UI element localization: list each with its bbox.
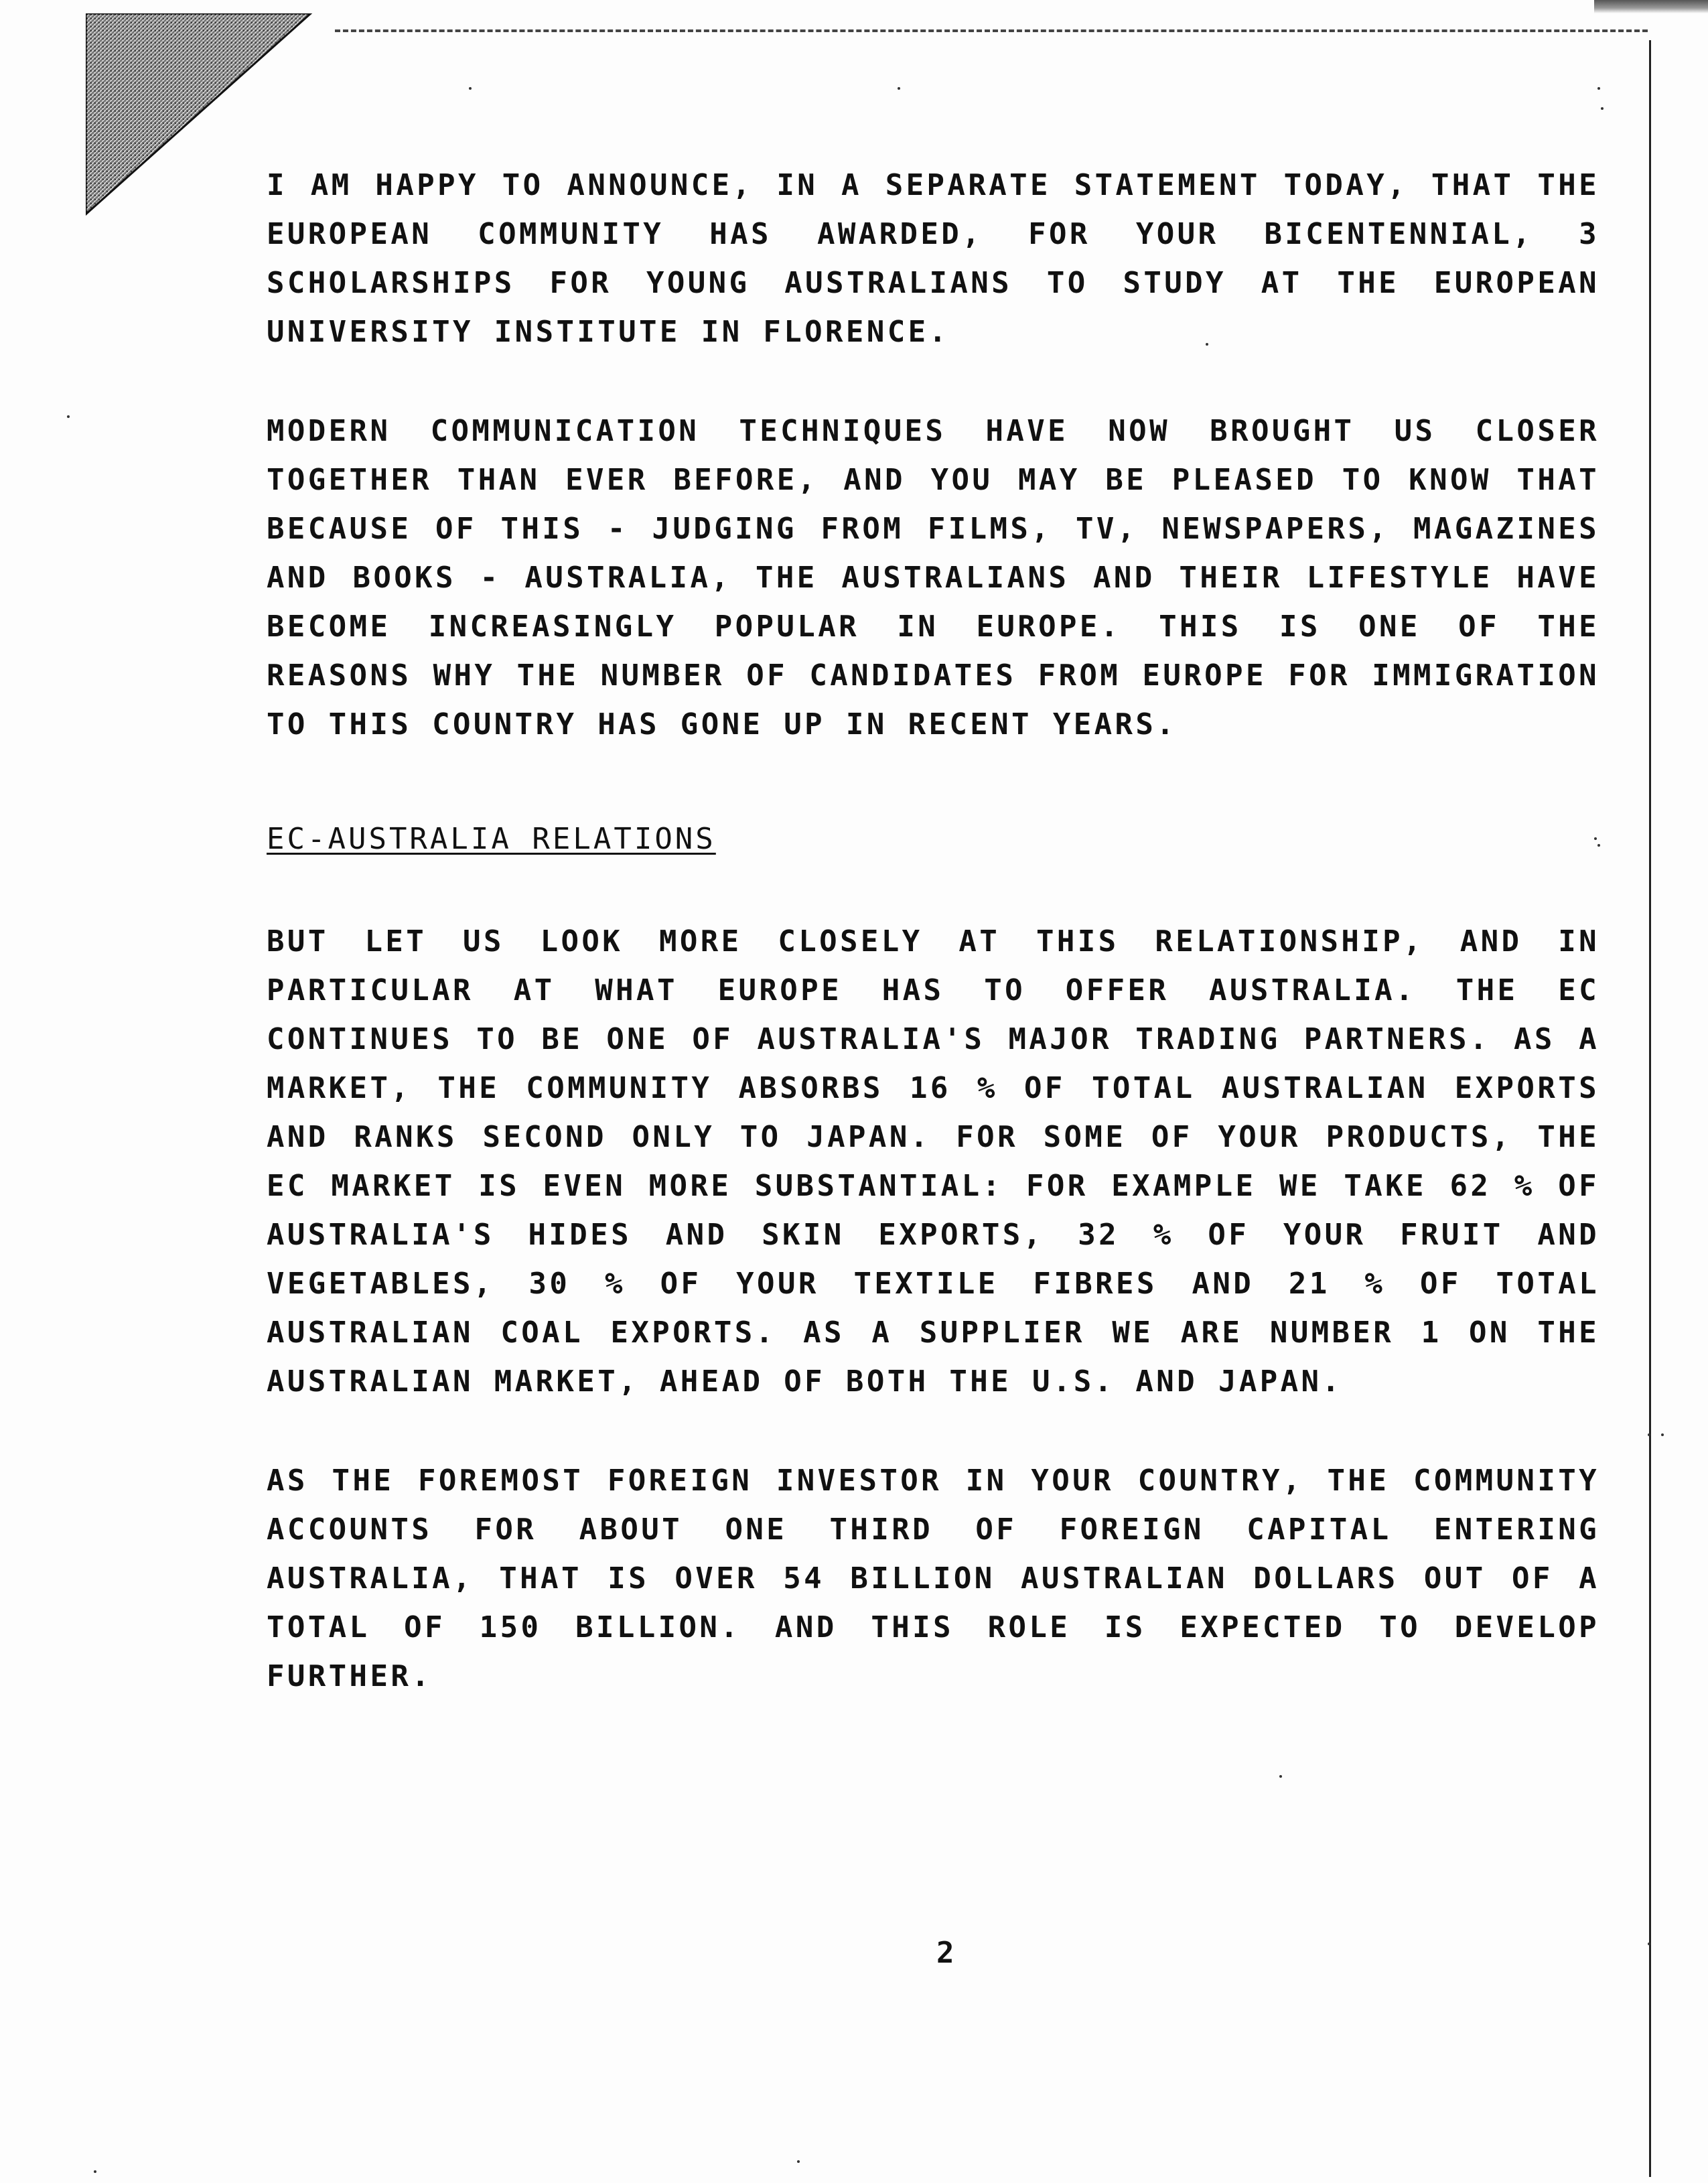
- scan-speck: [1661, 1433, 1664, 1436]
- scan-speck: [898, 87, 900, 90]
- scan-speck: [1597, 87, 1600, 90]
- paragraph-trade: BUT LET US LOOK MORE CLOSELY AT THIS RELATIONSHIP, AND IN PARTICULAR AT WHAT EUROPE HAS TO OFFER AUSTRALIA. THE EC CONTINUES TO BE ONE OF AUSTRALIA'S MAJOR TRADING PARTNERS. AS A MARKET, THE COMMUNITY ABSORBS 16 % OF TOTAL AUSTRALIAN EXPORTS AND RANKS SECOND ONLY TO JAPAN. FOR SOME OF YOUR PRODUCTS, THE EC MARKET IS EVEN MORE SUBSTANTIAL: FOR EXAMPLE WE TAKE 62 % OF AUSTRALIA'S HIDES AND SKIN EXPORTS, 32 % OF YOUR FRUIT AND VEGETABLES, 30 % OF YOUR TEXTILE FIBRES AND 21 % OF TOTAL AUSTRALIAN COAL EXPORTS. AS A SUPPLIER WE ARE NUMBER 1 ON THE AUSTRALIAN MARKET, AHEAD OF BOTH THE U.S. AND JAPAN.: [267, 924, 1599, 1399]
- scan-speck: [469, 87, 472, 90]
- scan-right-edge-rule: [1649, 40, 1651, 2177]
- scan-speck: [1601, 107, 1604, 110]
- scan-speck: [1597, 844, 1600, 847]
- paragraph-communication: MODERN COMMUNICATION TECHNIQUES HAVE NOW BROUGHT US CLOSER TOGETHER THAN EVER BEFORE, AND YOU MAY BE PLEASED TO KNOW THAT BECAUSE OF THIS - JUDGING FROM FILMS, TV, NEWSPAPERS, MAGAZINES AND BOOKS - AUSTRALIA, THE AUSTRALIANS AND THEIR LIFESTYLE HAVE BECOME INCREASINGLY POPULAR IN EUROPE. THIS IS ONE OF THE REASONS WHY THE NUMBER OF CANDIDATES FROM EUROPE FOR IMMIGRATION TO THIS COUNTRY HAS GONE UP IN RECENT YEARS.: [267, 414, 1599, 742]
- scan-speck: [1648, 1433, 1650, 1436]
- scan-speck: [94, 2170, 96, 2173]
- paragraph-investment: AS THE FOREMOST FOREIGN INVESTOR IN YOUR COUNTRY, THE COMMUNITY ACCOUNTS FOR ABOUT ONE THIRD OF FOREIGN CAPITAL ENTERING AUSTRALIA, THAT IS OVER 54 BILLION AUSTRALIAN DOLLARS OUT OF A TOTAL OF 150 BILLION. AND THIS ROLE IS EXPECTED TO DEVELOP FURTHER.: [267, 1464, 1599, 1693]
- section-heading: EC-AUSTRALIA RELATIONS: [267, 822, 716, 856]
- document-body: [267, 161, 1599, 1701]
- scan-speck: [67, 415, 70, 418]
- scan-speck: [1279, 1775, 1282, 1778]
- page-number: 2: [936, 1936, 954, 1970]
- scan-speck: [1648, 1943, 1650, 1945]
- scan-top-edge: [1594, 0, 1708, 13]
- paragraph-scholarships: I AM HAPPY TO ANNOUNCE, IN A SEPARATE STATEMENT TODAY, THAT THE EUROPEAN COMMUNITY HAS AWARDED, FOR YOUR BICENTENNIAL, 3 SCHOLARSHIPS FOR YOUNG AUSTRALIANS TO STUDY AT THE EUROPEAN UNIVERSITY INSTITUTE IN FLORENCE.: [267, 168, 1599, 349]
- scan-speck: [1206, 343, 1208, 346]
- scan-top-dashed-rule: [335, 29, 1648, 32]
- scan-speck: [797, 2160, 800, 2163]
- scan-speck: [1594, 837, 1597, 840]
